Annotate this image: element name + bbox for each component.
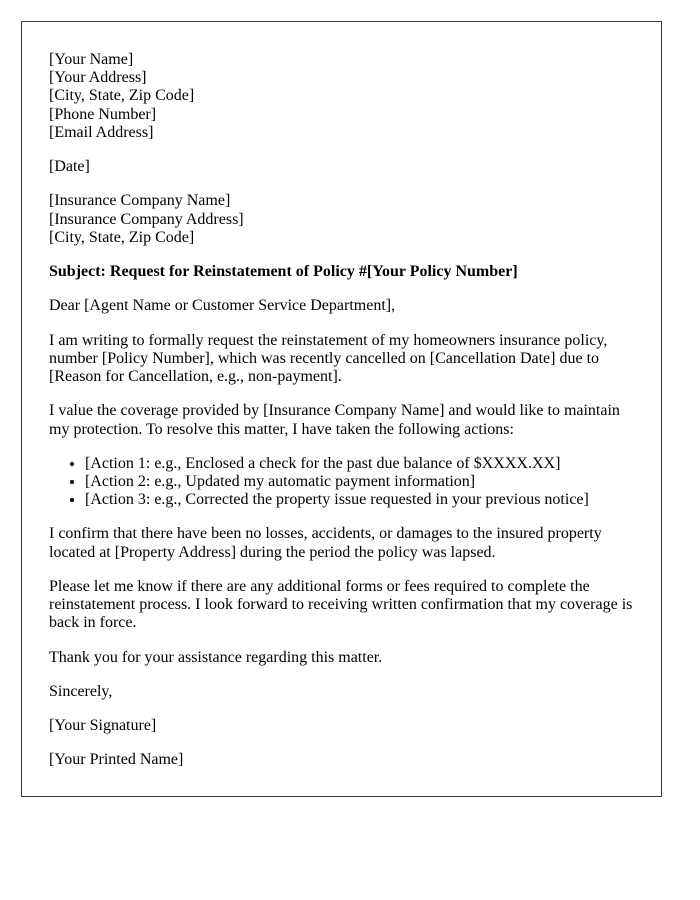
subject-line: Subject: Request for Reinstatement of Policy #[Your Policy Number] <box>49 263 518 281</box>
recipient-company-address: [Insurance Company Address] <box>49 210 244 228</box>
recipient-city-state-zip: [City, State, Zip Code] <box>49 228 195 246</box>
body-paragraph-request: I am writing to formally request the reinstatement of my homeowners insurance policy, number [Policy Number], which was recently cancelled on [Cancellation Date] due to [Reason for Cancellation, e.g., non-payment]. <box>49 331 608 386</box>
body-paragraph-confirmation: I confirm that there have been no losses, accidents, or damages to the insured property located at [Property Address] during the period the policy was lapsed. <box>49 525 602 561</box>
valediction: Sincerely, <box>49 682 113 700</box>
recipient-address-block <box>49 192 634 247</box>
body-paragraph-value: I value the coverage provided by [Insurance Company Name] and would like to maintain my protection. To resolve this matter, I have taken the following actions: <box>49 402 620 438</box>
sender-name: [Your Name] <box>49 51 134 68</box>
salutation: Dear [Agent Name or Customer Service Department], <box>49 297 396 315</box>
body-paragraph-thanks: Thank you for your assistance regarding this matter. <box>49 648 383 666</box>
recipient-company-name: [Insurance Company Name] <box>49 192 231 210</box>
actions-list <box>49 455 634 510</box>
letter-document <box>21 21 662 797</box>
date-line: [Date] <box>49 158 90 176</box>
sender-address: [Your Address] <box>49 69 147 87</box>
signature-placeholder: [Your Signature] <box>49 717 157 735</box>
printed-name-placeholder: [Your Printed Name] <box>49 751 184 769</box>
sender-phone: [Phone Number] <box>49 105 157 123</box>
body-paragraph-next-steps: Please let me know if there are any additional forms or fees required to complete the reinstatement process. I look forward to receiving written confirmation that my coverage is back in force. <box>49 577 633 632</box>
sender-email: [Email Address] <box>49 123 154 141</box>
action-item-2: • [Action 2: e.g., Updated my automatic payment information] <box>85 473 634 491</box>
action-item-1: • [Action 1: e.g., Enclosed a check for the past due balance of $XXXX.XX] <box>85 455 634 473</box>
sender-address-block <box>49 51 634 142</box>
sender-city-state-zip: [City, State, Zip Code] <box>49 87 195 105</box>
action-item-3: • [Action 3: e.g., Corrected the property issue requested in your previous notice] <box>85 491 634 509</box>
